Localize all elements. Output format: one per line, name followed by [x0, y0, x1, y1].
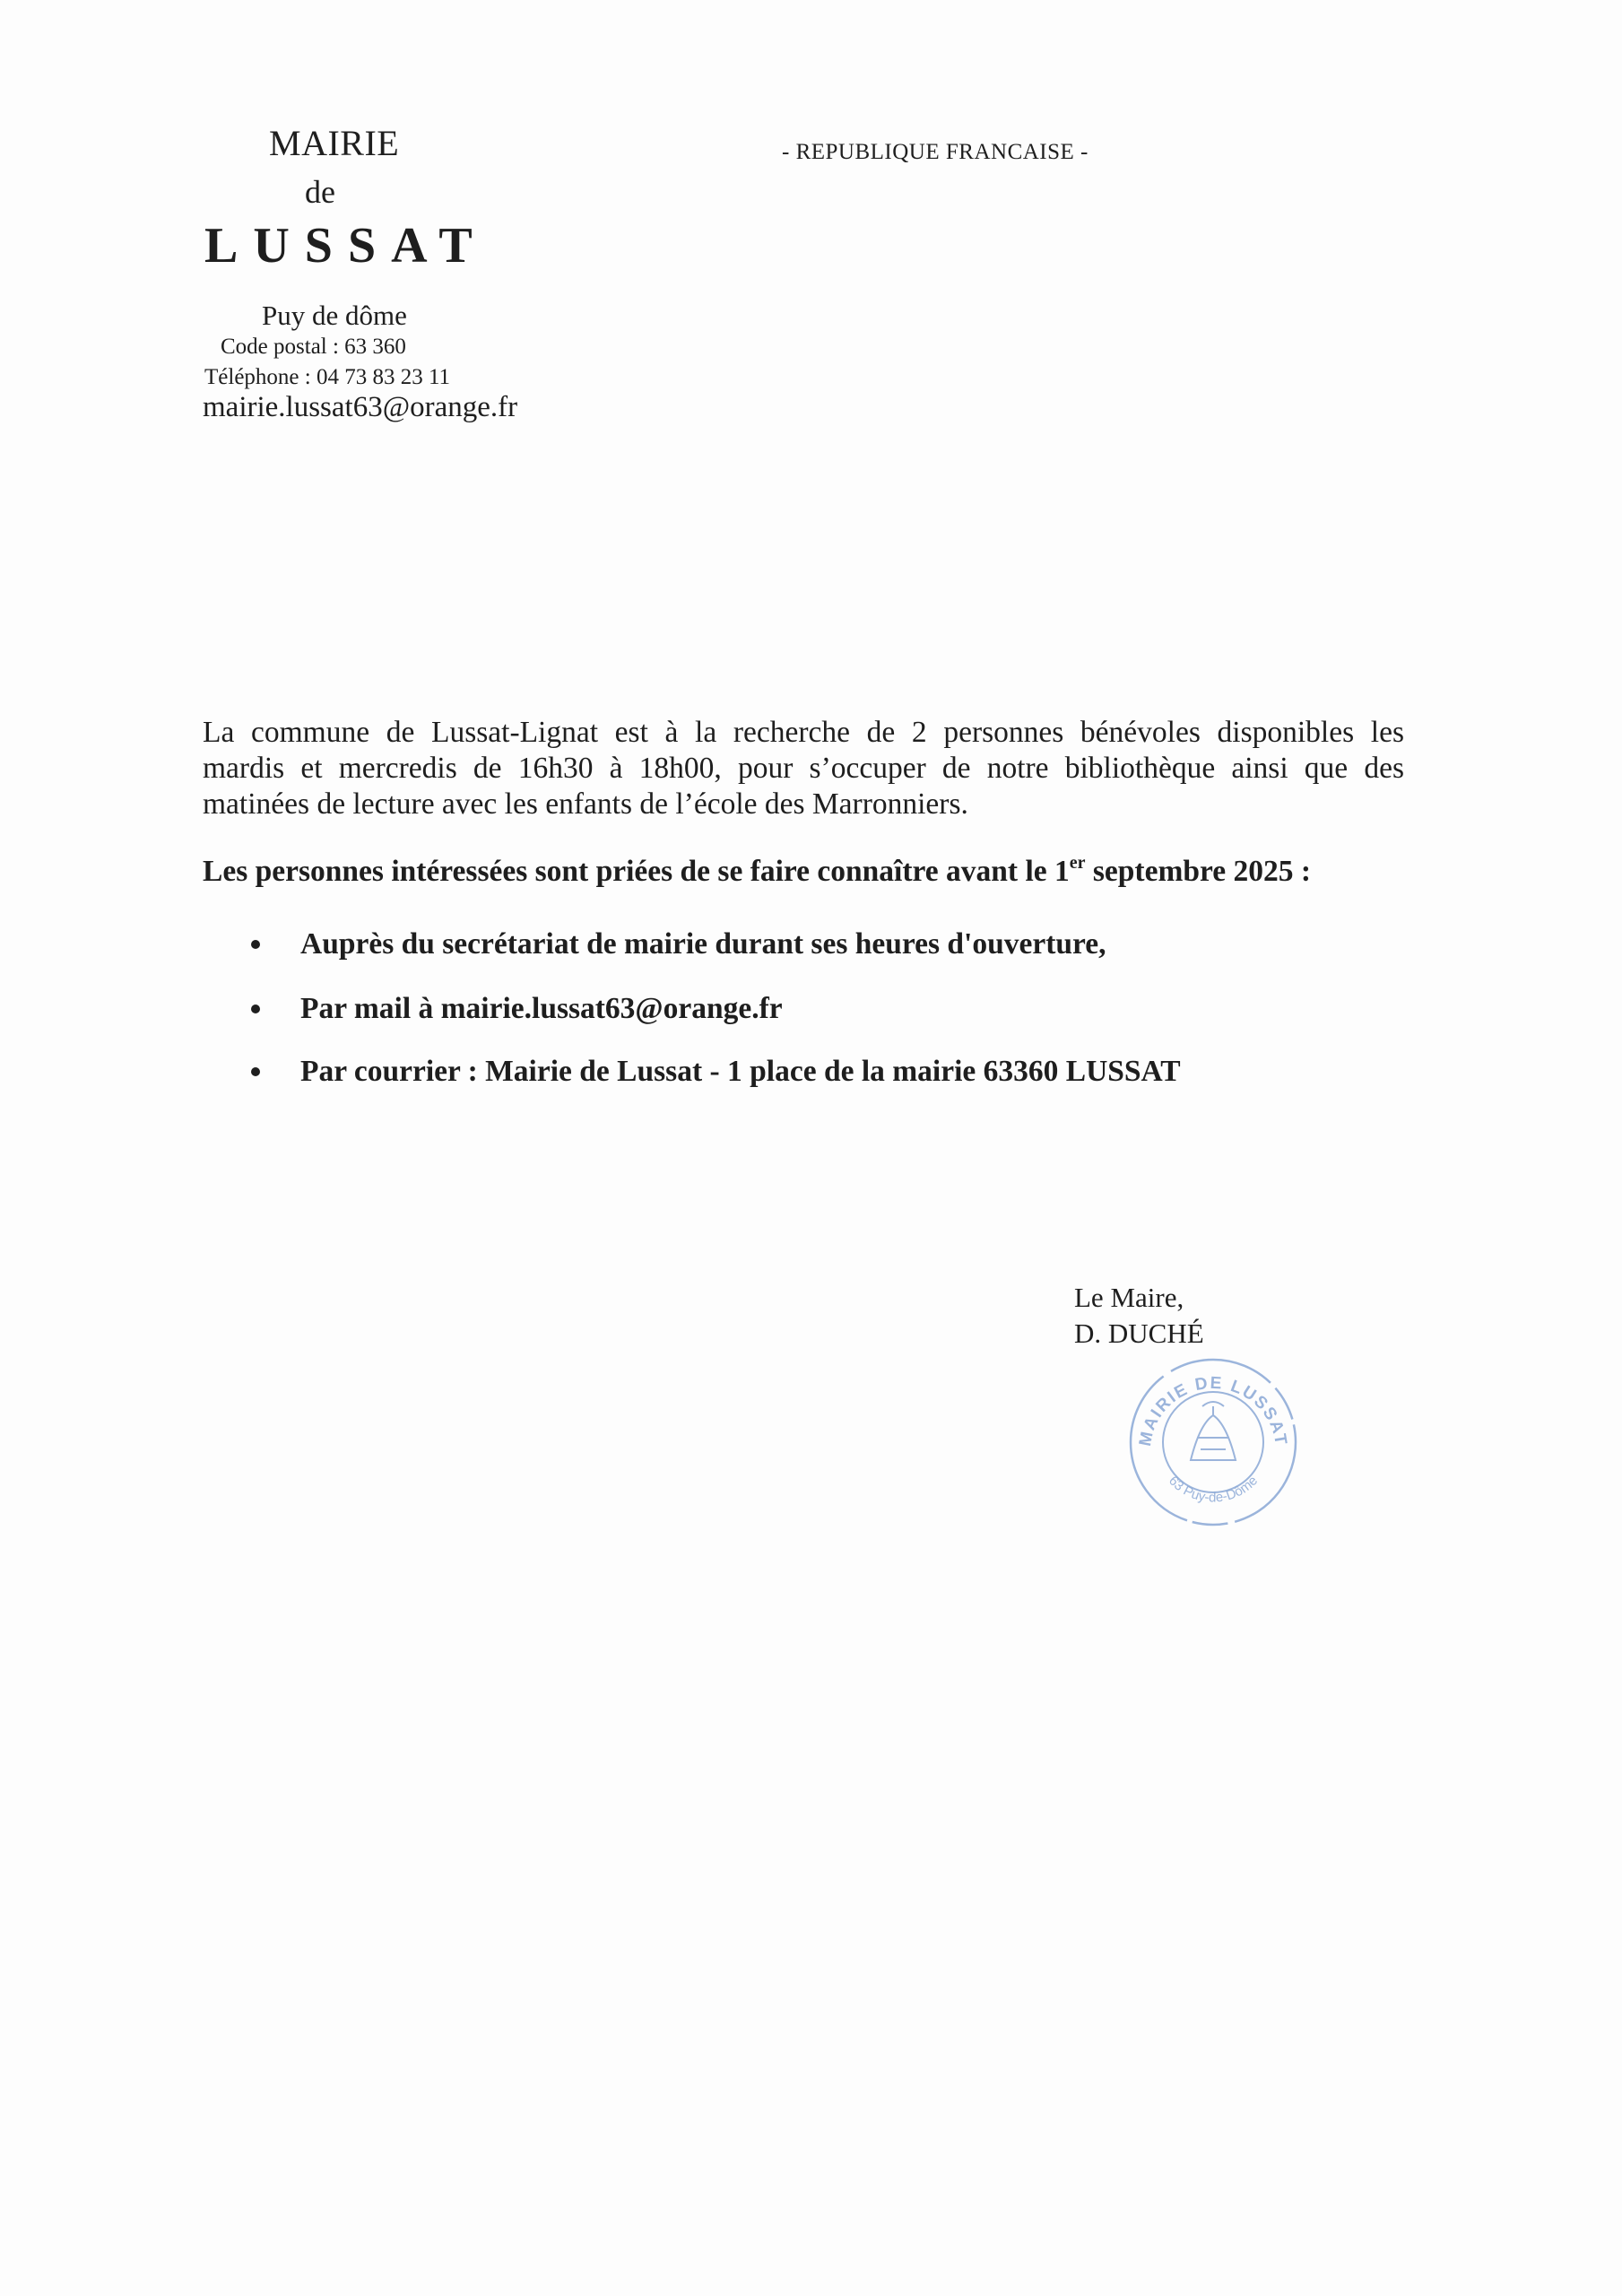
letterhead-department: Puy de dôme [262, 300, 407, 331]
letterhead-phone: Téléphone : 04 73 83 23 11 [204, 365, 451, 389]
letterhead-postal: Code postal : 63 360 [221, 335, 406, 359]
town-seal-stamp [1123, 1352, 1303, 1532]
letterhead-email: mairie.lussat63@orange.fr [203, 391, 518, 423]
call-suffix: septembre 2025 : [1085, 855, 1312, 888]
intro-line: matinées de lecture avec les enfants de l’école des Marronniers. [203, 787, 968, 821]
svg-text:63 Puy-de-Dôme [1166, 1474, 1261, 1506]
signature-role: Le Maire, [1074, 1282, 1184, 1313]
bullet-icon [251, 1004, 260, 1013]
intro-paragraph [203, 715, 1404, 822]
list-item-text: Par mail à mairie.lussat63@orange.fr [300, 992, 783, 1025]
call-prefix: Les personnes intéressées sont priées de se faire connaître avant le 1 [203, 855, 1070, 888]
intro-line: mardis et mercredis de 16h30 à 18h00, pour s’occuper de notre bibliothèque ainsi que des [203, 752, 1404, 785]
signature-block [1074, 1280, 1204, 1352]
intro-line: La commune de Lussat-Lignat est à la recherche de 2 personnes bénévoles disponibles les [203, 716, 1404, 749]
letterhead-de: de [305, 174, 335, 210]
list-item-text: Par courrier : Mairie de Lussat - 1 place de la mairie 63360 LUSSAT [300, 1055, 1181, 1088]
letterhead-town: LUSSAT [204, 218, 488, 274]
signature-name: D. DUCHÉ [1074, 1318, 1204, 1349]
bullet-icon [251, 940, 260, 949]
republic-heading: - REPUBLIQUE FRANCAISE - [782, 140, 1089, 164]
bullet-icon [251, 1067, 260, 1076]
stamp-bottom-text: 63 Puy-de-Dôme [1165, 1473, 1262, 1506]
call-superscript: er [1069, 853, 1086, 873]
letterhead-mairie: MAIRIE [269, 123, 400, 163]
call-to-action [203, 853, 1312, 888]
stamp-top-text: MAIRIE DE LUSSAT [1135, 1373, 1290, 1448]
list-item-text: Auprès du secrétariat de mairie durant ses heures d'ouverture, [300, 927, 1106, 961]
